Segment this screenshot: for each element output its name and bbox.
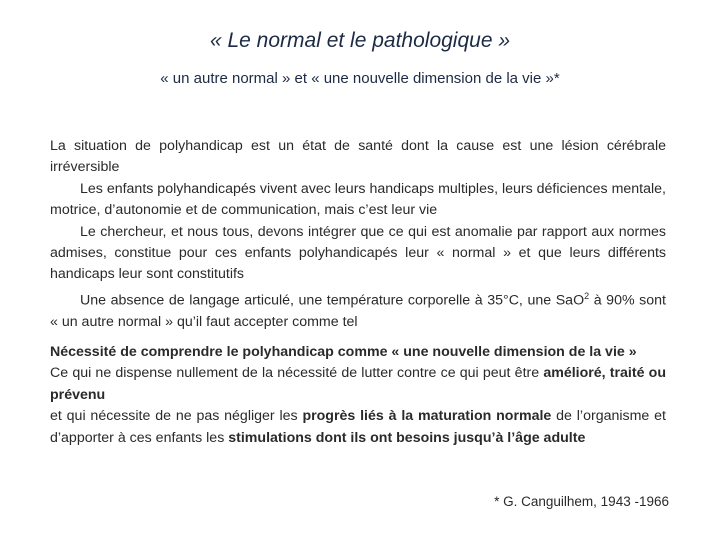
paragraph-absence <box>50 286 666 334</box>
paragraph-lutter <box>50 363 666 406</box>
slide-title: « Le normal et le pathologique » <box>209 29 511 52</box>
stimulations-bold: stimulations dont ils ont besoins jusqu’à l’âge adulte <box>228 429 586 446</box>
heading-necessite: Nécessité de comprendre le polyhandicap comme « une nouvelle dimension de la vie » <box>50 344 637 360</box>
progres-bold: progrès liés à la maturation normale <box>302 408 552 425</box>
lutter-text: Ce qui ne dispense nullement de la nécessité de lutter contre ce qui peut être <box>50 365 544 382</box>
paragraph-absence-text-end: à 90% sont « un autre normal » qu’il faut accepter comme tel <box>50 292 666 330</box>
lutter-bold: amélioré, traité ou prévenu <box>50 365 666 403</box>
text-block-necessite <box>50 342 666 449</box>
paragraph-absence-text: Une absence de langage articulé, une température corporelle à 35°C, une SaO <box>80 292 585 309</box>
slide-subtitle: « un autre normal » et « une nouvelle dimension de la vie »* <box>160 70 560 87</box>
paragraph-situation: La situation de polyhandicap est un état de santé dont la cause est une lésion cérébrale irréversible <box>50 138 666 176</box>
citation: * G. Canguilhem, 1943 -1966 <box>494 494 669 509</box>
paragraph-progres <box>50 406 666 449</box>
paragraph-chercheur: Le chercheur, et nous tous, devons intégrer que ce qui est anomalie par rapport aux normes admises, constitue pour ces enfants polyhandicapés leur « normal » et que leurs différents handicaps leur sont constitutifs <box>50 223 666 283</box>
paragraph-enfants: Les enfants polyhandicapés vivent avec leurs handicaps multiples, leurs déficiences mentale, motrice, d’autonomie et de communication, mais c’est leur vie <box>50 180 666 219</box>
progres-text-2: de l’organisme et d’apporter à ces enfants les <box>50 408 666 446</box>
superscript-2: 2 <box>584 290 590 301</box>
text-block-situation <box>50 136 666 333</box>
progres-text: et qui nécessite de ne pas négliger les <box>50 408 303 425</box>
